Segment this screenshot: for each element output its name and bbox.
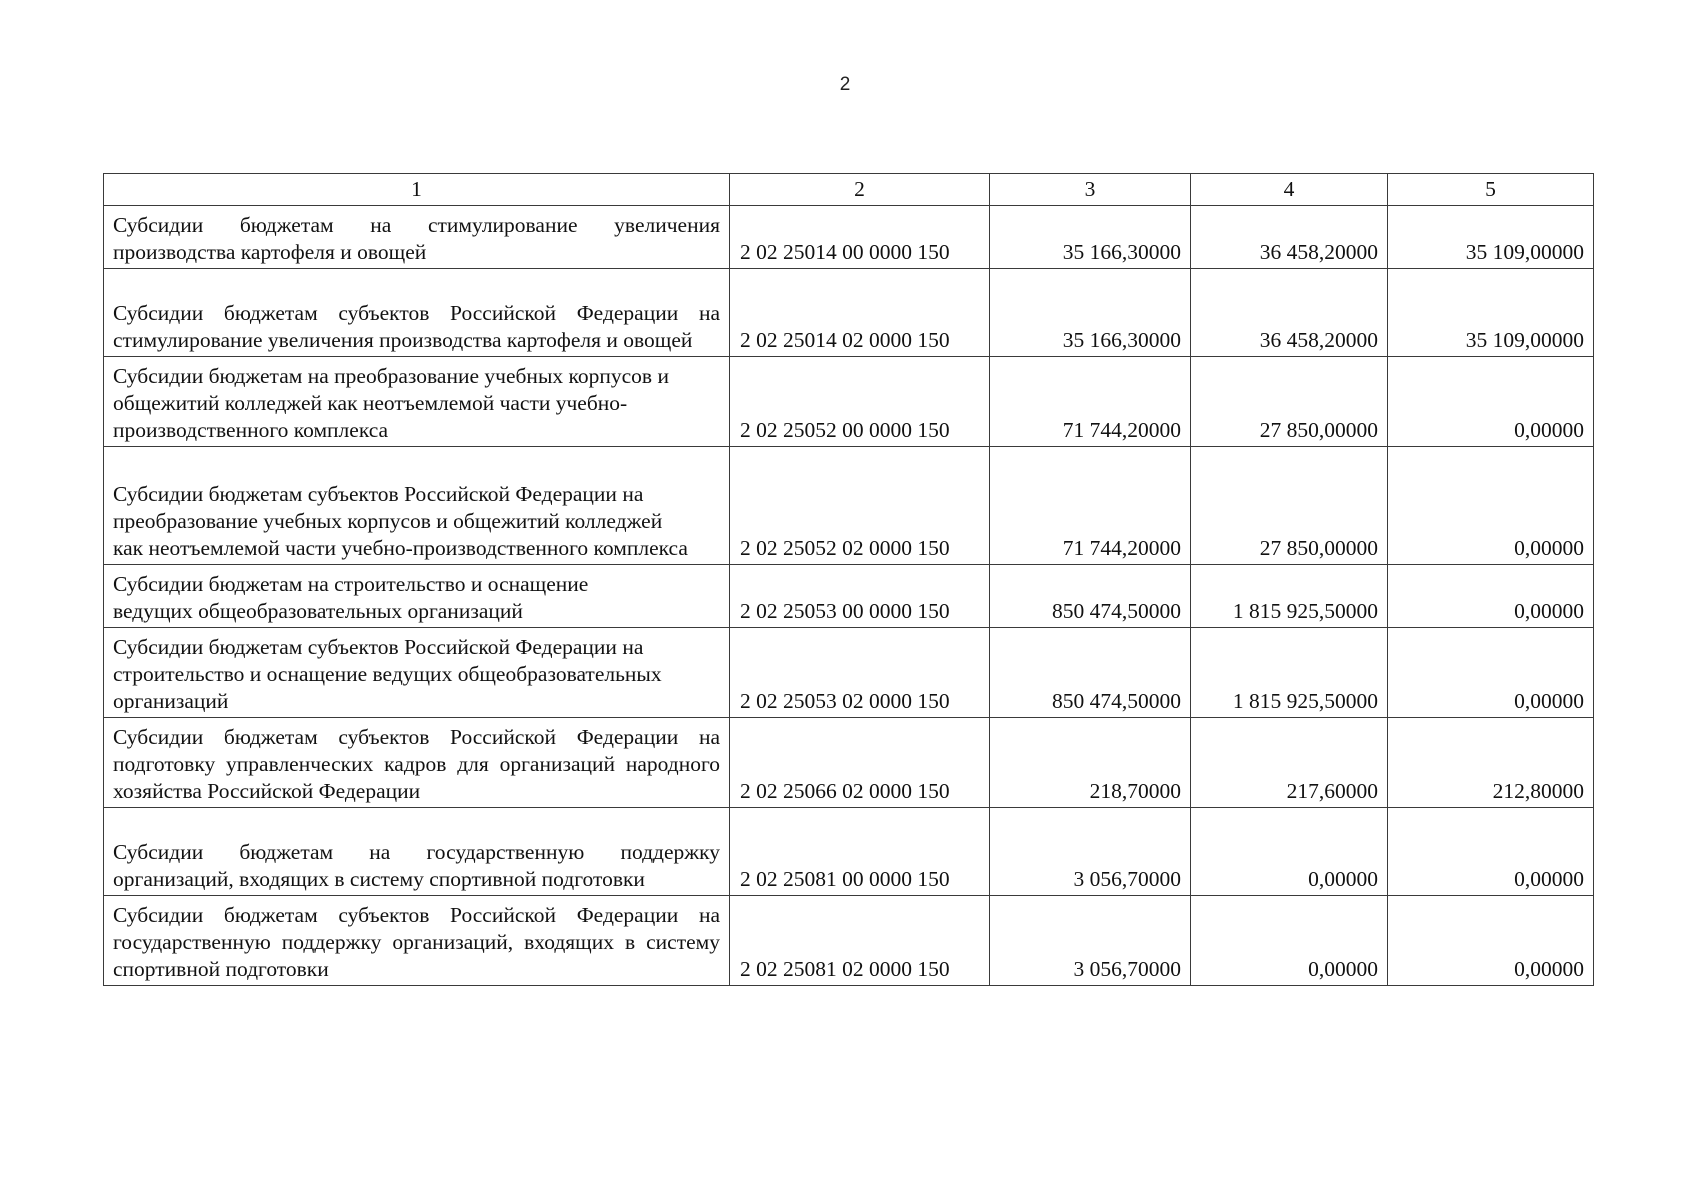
table-row [104,357,1594,447]
row-value-col4: 1 815 925,50000 [1191,565,1388,628]
row-description: Субсидии бюджетам на стимулирование увеличения производства картофеля и овощей [104,206,730,269]
budget-table [103,173,1594,986]
row-value-col3: 850 474,50000 [990,565,1191,628]
table-row [104,565,1594,628]
page-number: 2 [839,74,851,95]
row-value-col4: 27 850,00000 [1191,447,1388,565]
row-value-col3: 218,70000 [990,718,1191,808]
row-description: Субсидии бюджетам на строительство и оснащение ведущих общеобразовательных организаций [104,565,730,628]
row-code: 2 02 25014 02 0000 150 [730,269,990,357]
row-value-col4: 36 458,20000 [1191,206,1388,269]
table-header-row [104,174,1594,206]
row-value-col4: 36 458,20000 [1191,269,1388,357]
row-value-col4: 27 850,00000 [1191,357,1388,447]
row-value-col3: 3 056,70000 [990,896,1191,986]
row-code: 2 02 25081 02 0000 150 [730,896,990,986]
row-description: Субсидии бюджетам на преобразование учебных корпусов и общежитий колледжей как неотъемлемой части учебно-производственного комплекса [104,357,730,447]
row-code: 2 02 25052 02 0000 150 [730,447,990,565]
table-row [104,206,1594,269]
row-value-col5: 0,00000 [1388,447,1594,565]
table-row [104,896,1594,986]
row-code: 2 02 25014 00 0000 150 [730,206,990,269]
table-row [104,447,1594,565]
row-value-col5: 0,00000 [1388,896,1594,986]
row-code: 2 02 25053 00 0000 150 [730,565,990,628]
row-value-col5: 0,00000 [1388,565,1594,628]
row-description: Субсидии бюджетам субъектов Российской Федерации на подготовку управленческих кадров для организаций народного хозяйства Российской Федерации [104,718,730,808]
row-description: Субсидии бюджетам субъектов Российской Федерации на стимулирование увеличения производства картофеля и овощей [104,269,730,357]
row-value-col3: 850 474,50000 [990,628,1191,718]
column-header-3: 3 [990,174,1191,206]
row-value-col3: 3 056,70000 [990,808,1191,896]
column-header-2: 2 [730,174,990,206]
column-header-1: 1 [104,174,730,206]
row-value-col3: 71 744,20000 [990,447,1191,565]
row-value-col4: 217,60000 [1191,718,1388,808]
row-code: 2 02 25081 00 0000 150 [730,808,990,896]
row-value-col5: 0,00000 [1388,357,1594,447]
row-description: Субсидии бюджетам на государственную поддержку организаций, входящих в систему спортивной подготовки [104,808,730,896]
column-header-5: 5 [1388,174,1594,206]
row-value-col5: 212,80000 [1388,718,1594,808]
table-row [104,718,1594,808]
row-value-col5: 0,00000 [1388,808,1594,896]
table-row [104,808,1594,896]
row-value-col4: 1 815 925,50000 [1191,628,1388,718]
row-code: 2 02 25066 02 0000 150 [730,718,990,808]
row-value-col4: 0,00000 [1191,896,1388,986]
row-code: 2 02 25053 02 0000 150 [730,628,990,718]
row-value-col3: 71 744,20000 [990,357,1191,447]
table-row [104,628,1594,718]
row-value-col5: 0,00000 [1388,628,1594,718]
row-description: Субсидии бюджетам субъектов Российской Федерации на государственную поддержку организаций, входящих в систему спортивной подготовки [104,896,730,986]
row-description: Субсидии бюджетам субъектов Российской Федерации на строительство и оснащение ведущих общеобразовательных организаций [104,628,730,718]
row-value-col5: 35 109,00000 [1388,206,1594,269]
column-header-4: 4 [1191,174,1388,206]
table-row [104,269,1594,357]
row-value-col5: 35 109,00000 [1388,269,1594,357]
row-code: 2 02 25052 00 0000 150 [730,357,990,447]
row-value-col3: 35 166,30000 [990,269,1191,357]
row-description: Субсидии бюджетам субъектов Российской Федерации на преобразование учебных корпусов и общежитий колледжей как неотъемлемой части учебно-производственного комплекса [104,447,730,565]
row-value-col4: 0,00000 [1191,808,1388,896]
row-value-col3: 35 166,30000 [990,206,1191,269]
